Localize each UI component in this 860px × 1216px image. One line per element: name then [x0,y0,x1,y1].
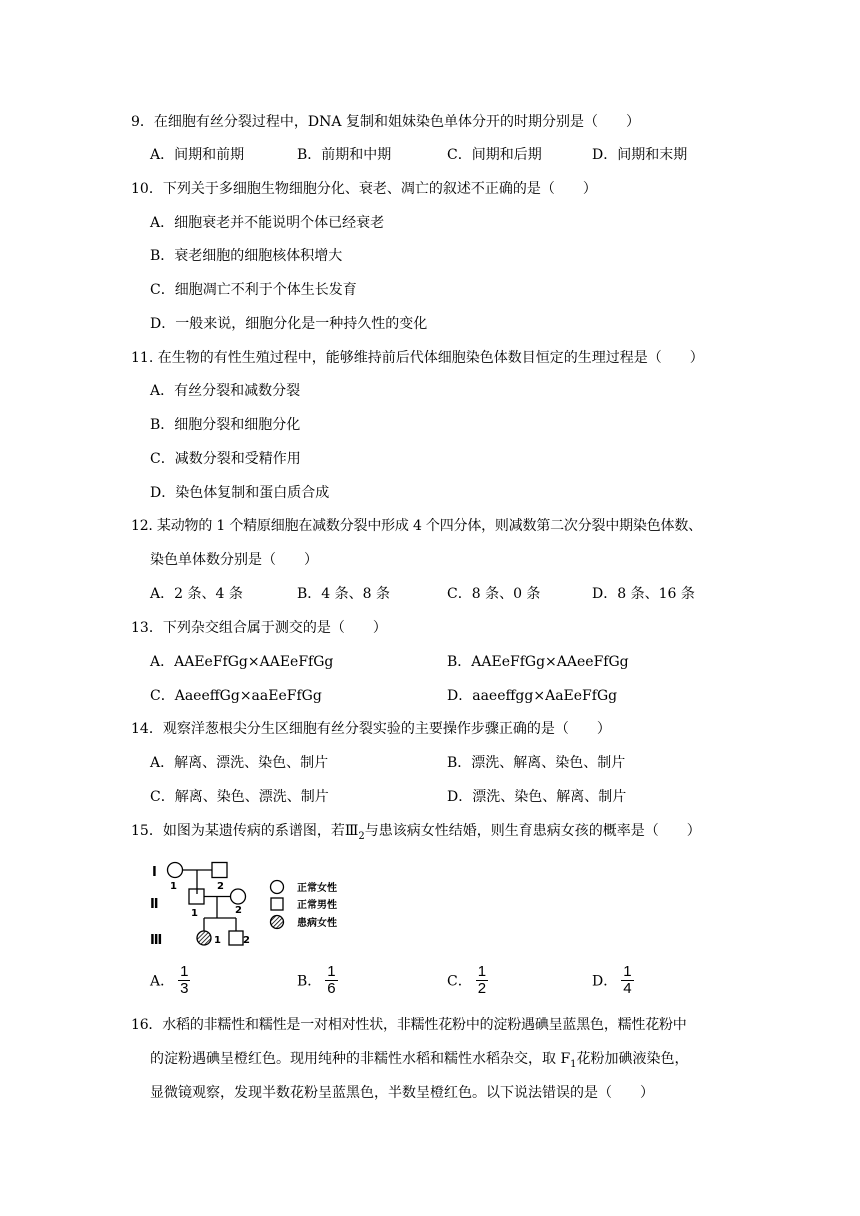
fraction: $\frac{1}{2}$ [477,963,487,997]
question-13-options-row1 [0,652,860,672]
question-12-stem: 12. 某动物的 1 个精原细胞在减数分裂中形成 4 个四分体，则减数第二次分裂中期染色体数、 [131,518,702,534]
option-a: A．细胞衰老并不能说明个体已经衰老 [150,215,385,231]
option-b: B． $\frac{1}{6}$ [297,963,336,997]
question-14-options-row2 [0,787,860,807]
option-d: D．8 条、16 条 [592,586,695,602]
female-I-1 [168,863,183,878]
fraction: $\frac{1}{4}$ [623,963,632,997]
question-12-stem-cont: 染色单体数分别是（ ） [150,552,318,568]
legend-male-icon [271,898,283,910]
option-d: D．漂洗、染色、解离、制片 [447,789,627,805]
question-16-stem: 16．水稻的非糯性和糯性是一对相对性状，非糯性花粉中的淀粉遇碘呈蓝黑色，糯性花粉中 [131,1017,687,1033]
option-a: A．有丝分裂和减数分裂 [150,383,301,399]
legend-female-label: 正常女性 [297,883,337,894]
option-c: C．解离、染色、漂洗、制片 [150,789,329,805]
generation-2-label: Ⅱ [150,897,159,912]
option-c: C．细胞凋亡不利于个体生长发育 [150,282,357,298]
male-I-2 [212,863,227,878]
option-d: D．一般来说，细胞分化是一种持久性的变化 [150,316,428,332]
question-16-stem-cont: 的淀粉遇碘呈橙红色。现用纯种的非糯性水稻和糯性水稻杂交，取 $F_1$花粉加碘液染色， [150,1051,689,1070]
question-11-stem: 11. 在生物的有性生殖过程中，能够维持前后代体细胞染色体数目恒定的生理过程是（ ） [131,350,704,366]
fraction: $\frac{1}{6}$ [327,963,336,997]
option-a: A．AAEeFfGg×AAEeFfGg [150,654,334,670]
question-12-options [0,584,860,604]
svg-text:2: 2 [217,881,224,892]
svg-text:2: 2 [243,935,250,946]
question-9-stem: 9．在细胞有丝分裂过程中，DNA 复制和姐妹染色单体分开的时期分别是（ ） [131,114,640,130]
question-15-stem: 15．如图为某遗传病的系谱图，若$Ⅲ_2$与患该病女性结婚，则生育患病女孩的概率是（ ） [131,823,701,842]
male-III-2 [229,931,243,945]
option-a: A．解离、漂洗、染色、制片 [150,755,329,771]
option-d: D．间期和末期 [592,147,688,163]
generation-3-label: Ⅲ [150,933,163,948]
fraction: $\frac{1}{3}$ [180,963,189,997]
option-b: B．漂洗、解离、染色、制片 [447,755,626,771]
option-b: B．衰老细胞的细胞核体积增大 [150,248,343,264]
option-c: C．8 条、0 条 [447,586,541,602]
question-13-options-row2 [0,686,860,706]
option-d: D．染色体复制和蛋白质合成 [150,485,330,501]
svg-text:1: 1 [214,935,221,946]
option-d: D．aaeeffgg×AaEeFfGg [447,688,618,704]
legend-male-label: 正常男性 [297,900,337,911]
option-a: A．间期和前期 [150,147,245,163]
option-a: A．2 条、4 条 [150,586,243,602]
option-b: B．前期和中期 [297,147,392,163]
svg-text:1: 1 [170,881,177,892]
question-13-stem: 13．下列杂交组合属于测交的是（ ） [131,620,387,636]
generation-1-label: Ⅰ [152,865,157,880]
option-d: D． $\frac{1}{4}$ [592,963,632,997]
question-14-options-row1 [0,753,860,773]
question-9-options [0,145,860,165]
svg-text:2: 2 [235,905,242,916]
female-II-2 [231,889,246,904]
option-c: C． $\frac{1}{2}$ [447,963,487,997]
legend-female-icon [271,881,284,894]
question-10-stem: 10．下列关于多细胞生物细胞分化、衰老、凋亡的叙述不正确的是（ ） [131,181,597,197]
legend-affected-label: 患病女性 [297,918,337,929]
option-a: A． $\frac{1}{3}$ [150,963,189,997]
option-b: B．AAEeFfGg×AAeeFfGg [447,654,629,670]
option-b: B．4 条、8 条 [297,586,391,602]
pedigree-chart [140,856,360,952]
option-c: C．间期和后期 [447,147,542,163]
option-b: B．细胞分裂和细胞分化 [150,417,301,433]
question-14-stem: 14．观察洋葱根尖分生区细胞有丝分裂实验的主要操作步骤正确的是（ ） [131,721,611,737]
legend-affected-icon [271,916,284,929]
option-c: C．减数分裂和受精作用 [150,451,301,467]
option-c: C．AaeeffGg×aaEeFfGg [150,688,322,704]
affected-female-III-1 [197,931,211,945]
question-16-stem-cont: 显微镜观察，发现半数花粉呈蓝黑色，半数呈橙红色。以下说法错误的是（ ） [150,1085,654,1101]
svg-text:1: 1 [191,908,198,919]
